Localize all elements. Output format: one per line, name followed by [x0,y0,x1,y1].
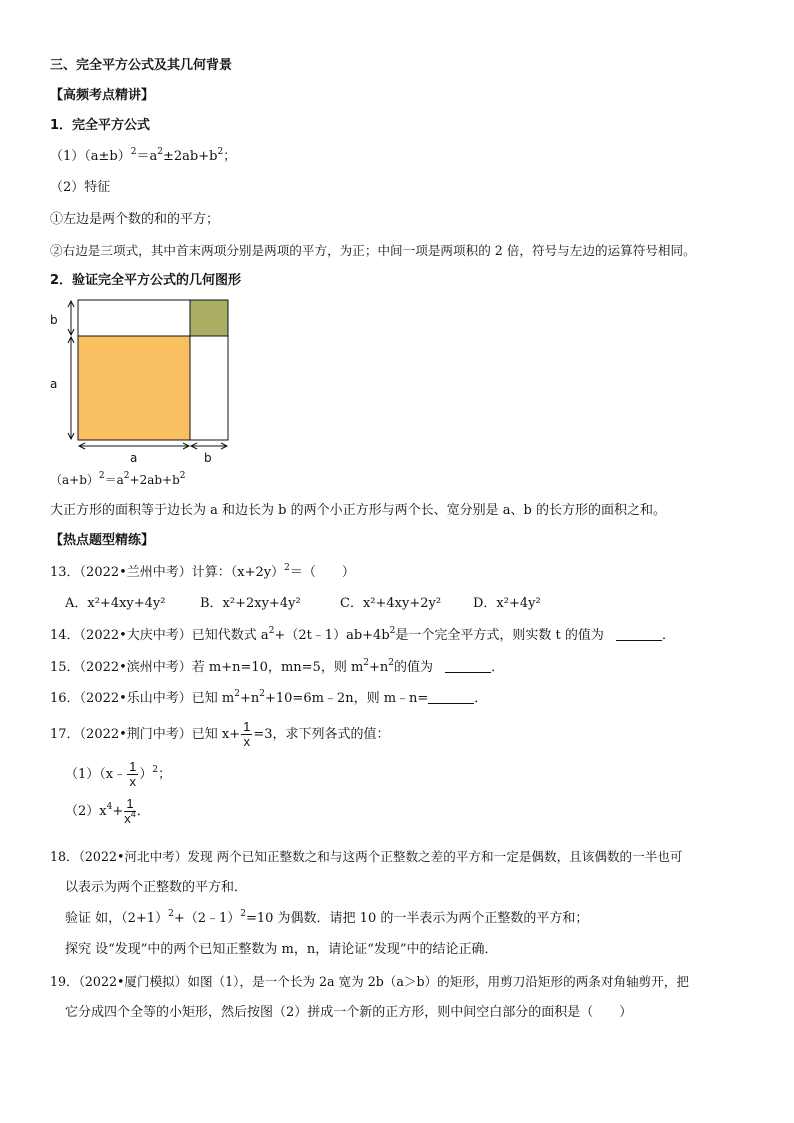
exp: 2 [389,626,396,636]
exp: 2 [123,471,130,481]
q18-line3 [65,911,588,927]
figure-formula-rhs2: +2ab+b [129,473,180,487]
exp: 2 [240,909,246,919]
q15-post: 的值为 [394,660,434,675]
exp: 2 [152,765,159,775]
q14-post: 是一个完全平方式，则实数 t 的值为 [395,628,604,643]
section-title: 三、完全平方公式及其几何背景 [50,58,233,73]
figure-formula-lhs: （a+b） [50,473,99,487]
right-rectangle [190,336,228,440]
q18-line3-pre: 验证 如，（2+1） [65,911,169,926]
q15: 15．（2022•滨州中考）若 m+n=10，mn=5，则 $m^2+n^2$的值为 ． [50,658,505,675]
q15-mid: +n [369,660,389,675]
label-a-left: a [50,377,58,391]
exp: 2 [179,471,186,481]
q17-sub1: （1）（x﹣ $\frac{1}{x}$ ）$^2$； [65,759,172,789]
formula-tail: ； [223,149,237,164]
feature-1: ①左边是两个数的和的平方； [50,212,220,227]
q19-line1: 19．（2022•厦门模拟）如图（1），是一个长为 2a 宽为 2b（a＞b）的矩形，用剪刀沿矩形的两条对角轴剪开，把 [50,974,690,989]
exp: 2 [259,689,265,699]
fraction-1-over-x4: $\frac{1}{x^4}$ [124,796,136,826]
exp: 2 [157,147,163,157]
exp: 2 [363,658,370,668]
label-a-bottom: a [130,451,138,465]
q15-answer-blank[interactable] [445,660,491,673]
q13-option-d[interactable]: D．x²+4y² [473,596,541,611]
q14-pre: 14．（2022•大庆中考）已知代数式 a [50,628,269,643]
formula-lhs: （a±b） [84,149,131,164]
figure-formula [50,472,186,488]
exp: 2 [98,471,105,481]
figure-explanation: 大正方形的面积等于边长为 a 和边长为 b 的两个小正方形与两个长、宽分别是 a、b 的长方形的面积之和。 [50,503,666,518]
figure-formula-rhs: ＝a [104,473,124,487]
q19-line2: 它分成四个全等的小矩形，然后按图（2）拼成一个新的正方形，则中间空白部分的面积是（ ） [65,1005,633,1020]
exp: 4 [106,802,113,812]
item2-title: 2．验证完全平方公式的几何图形 [50,273,242,288]
exp: 2 [130,147,137,157]
exp: 2 [234,689,240,699]
q17-sub2-plus: + [112,804,124,819]
q13-stem [50,565,355,581]
features-label: （2）特征 [50,180,111,195]
fraction-1-over-x: $\frac{1}{x}$ [129,759,137,789]
fraction-1-over-x: $\frac{1}{x}$ [243,719,251,749]
feature-2: ②右边是三项式，其中首末两项分别是两项的平方，为正；中间一项是两项积的 2 倍，符号与左边的运算符号相同。 [50,243,696,258]
exp: 2 [268,626,275,636]
small-square [190,300,228,336]
q16-pre: 16．（2022•乐山中考）已知 m [50,691,235,706]
q17 [50,720,390,750]
q13-stem-end: ＝（ ） [289,565,355,580]
q17-sub2-pre: （2）x [65,804,107,819]
q16: 16．（2022•乐山中考）已知 $m^2+n^2+10=6m﹣2n$，则 m﹣n= ． [50,689,488,706]
q18-line1: 18．（2022•河北中考）发现 两个已知正整数之和与这两个正整数之差的平方和一定是偶数，且该偶数的一半也可 [50,849,683,864]
q18-line4: 探究 设“发现”中的两个已知正整数为 m，n，请论证“发现”中的结论正确． [65,942,498,957]
q18-line3-post: =10 为偶数．请把 10 的一半表示为两个正整数的平方和； [245,911,589,926]
q13-option-a[interactable]: A．x²+4xy+4y² [65,596,166,611]
q18-line2: 以表示为两个正整数的平方和． [65,880,248,895]
q13-option-c[interactable]: C．x²+4xy+2y² [340,596,442,611]
exp: 2 [284,563,290,573]
formula-rhs: ＝a [136,149,158,164]
q16-mid: +n [240,691,260,706]
q14-mid: +（2t﹣1）ab+4b [274,628,390,643]
q15-pre: 15．（2022•滨州中考）若 m+n=10，mn=5，则 m [50,660,364,675]
big-square [78,336,190,440]
q14-answer-blank[interactable] [616,628,662,641]
q13-option-b[interactable]: B．x²+2xy+4y² [200,596,301,611]
label-b-bottom: b [204,451,212,465]
q17-pre: 17．（2022•荆门中考）已知 x+ [50,727,241,742]
q13-stem-text: 13．（2022•兰州中考）计算：（x+2y） [50,565,285,580]
formula-line [50,149,236,165]
q16-answer-blank[interactable] [428,691,474,704]
label-b-left: b [50,313,58,327]
exp: 2 [217,147,224,157]
q14: 14．（2022•大庆中考）已知代数式 $a^2+(2t﹣1)ab+4b^2$是一个完全平方式，则实数 t 的值为 ． [50,626,676,643]
heading-practice: 【热点题型精练】 [50,533,155,548]
q17-sub1-post: ） [139,767,153,782]
q18-line3-mid: +（2﹣1） [173,911,241,926]
q17-sub1-pre: （1）（x﹣ [65,767,127,782]
geometry-figure [40,296,240,466]
q13-options [65,596,541,612]
exp: 2 [168,909,174,919]
q17-post: =3，求下列各式的值： [253,727,390,742]
q16-post: +10=6m﹣2n，则 m﹣n= [265,691,429,706]
formula-label: （1） [50,149,85,164]
exp: 2 [388,658,395,668]
item1-title: 1．完全平方公式 [50,118,151,133]
heading-key-points: 【高频考点精讲】 [50,88,155,103]
q17-sub2: $(2)x^4+$ $\frac{1}{x^4}$ ． [65,796,150,826]
formula-rhs-mid: ±2ab+b [162,149,218,164]
